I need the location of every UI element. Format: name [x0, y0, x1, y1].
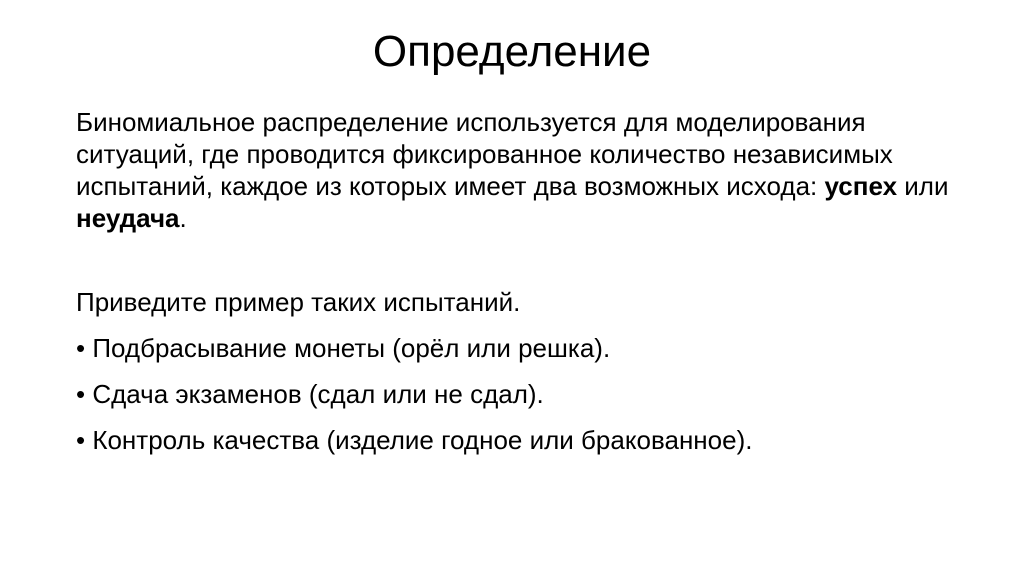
outcome-failure: неудача: [76, 203, 180, 233]
outcome-success: успех: [824, 171, 898, 201]
definition-end: .: [179, 203, 187, 233]
examples-list: [76, 332, 956, 456]
definition-paragraph: [76, 106, 956, 234]
slide-body: [76, 106, 956, 470]
slide-title: Определение: [372, 27, 652, 76]
list-item: • Сдача экзаменов (сдал или не сдал).: [76, 379, 544, 409]
example-prompt: Приведите пример таких испытаний.: [76, 287, 521, 317]
list-item: • Подбрасывание монеты (орёл или решка).: [76, 333, 611, 363]
outcome-connector: или: [897, 171, 949, 201]
list-item: • Контроль качества (изделие годное или бракованное).: [76, 425, 753, 455]
definition-text: Биномиальное распределение используется для моделирования ситуаций, где проводится фиксированное количество независимых испытаний, каждое из которых имеет два возможных исхода:: [76, 107, 893, 201]
